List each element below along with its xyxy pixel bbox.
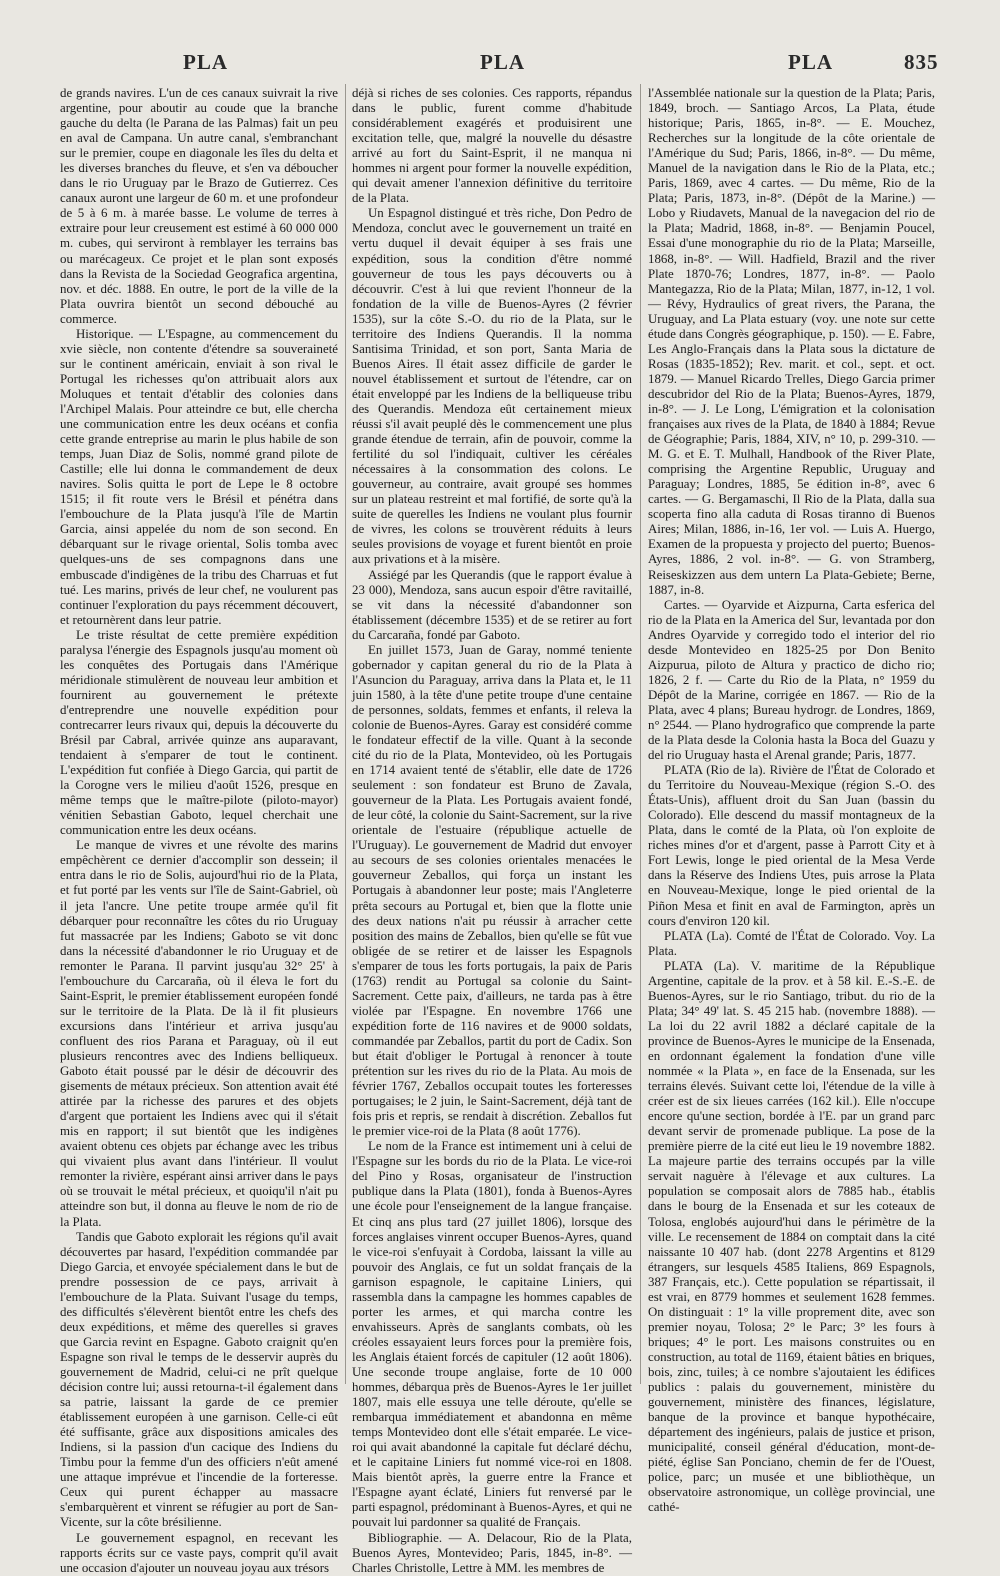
paragraph: Bibliographie. — A. Delacour, Rio de la Plata, Buenos Ayres, Montevideo; Paris, 1845, in-8°. — Charles Christolle, Lettre à MM. les membres de xyxy=(352,1530,632,1575)
running-head-center: PLA xyxy=(480,50,525,74)
paragraph: Assiégé par les Querandis (que le rapport évalue à 23 000), Mendoza, sans aucun espoir d'être ravitaillé, se vit dans la nécessité d'abandonner son établissement (décembre 1535) et de se retirer au fort du Carcaraña, fondé par Gaboto. xyxy=(352,567,632,642)
column-right xyxy=(648,86,935,1515)
paragraph: Le manque de vivres et une révolte des marins empêchèrent ce dernier d'accomplir son dessein; il entra dans le rio de Solis, aujourd'hui rio de la Plata, et fut porté par les vents sur l'île de Saint-Gabriel, où il jeta l'ancre. Une petite troupe armée qu'il fit débarquer pour reconnaître les côtes du rio Uruguay fut massacrée par les Indiens; Gaboto se vit donc dans la nécessité d'abandonner le rio Uruguay et de remonter le Parana. Il parvint jusqu'au 32° 25' à l'embouchure du Carcaraña, où il éleva le fort du Saint-Esprit, le premier établissement européen fondé sur le territoire de la Plata. De là il fit plusieurs excursions dans l'intérieur et arriva jusqu'au confluent des rios Parana et Paraguay, où il eut plusieurs rencontres avec des Indiens belliqueux. Gaboto était poussé par le désir de découvrir des gisements de métaux précieux. Son attention avait été attirée par la richesse des parures et des objets d'argent que portaient les Indiens avec qui il s'était mis en rapport; il sut bientôt que les indigènes avaient obtenu ces objets par échange avec les tribus qui vivaient plus avant dans l'intérieur. Il voulut remonter la rivière, espérant ainsi arriver dans le pays où se trouvait le métal précieux, et quoiqu'il n'ait pu atteindre son but, il donna au fleuve le nom de rio de la Plata. xyxy=(60,838,338,1229)
paragraph: de grands navires. L'un de ces canaux suivrait la rive argentine, pour aboutir au coude que la branche gauche du delta (le Parana de las Palmas) fait un peu en aval de Campana. Un autre canal, s'embranchant sur le premier, coupe en diagonale les îles du delta et les diverses branches du fleuve, et s'en va déboucher dans le rio Uruguay par le Brazo de Gutierrez. Ces canaux auront une largeur de 60 m. et une profondeur de 5 à 6 m. à marée basse. Le volume de terres à extraire pour leur creusement est estimé à 60 000 000 m. cubes, qui serviront à remblayer les terrains bas ou marécageux. Ce projet et le plan sont exposés dans la Revista de la Sociedad Geografica argentina, nov. et déc. 1888. En outre, le port de la ville de la Plata ouvrira bientôt un second débouché au commerce. xyxy=(60,86,338,326)
paragraph: l'Assemblée nationale sur la question de la Plata; Paris, 1849, broch. — Santiago Arcos, La Plata, étude historique; Paris, 1865, in-8°. — E. Mouchez, Recherches sur la longitude de la côte orientale de l'Amérique du Sud; Paris, 1866, in-8°. — Du même, Manuel de la navigation dans le Rio de la Plata, etc.; Paris, 1869, avec 4 cartes. — Du même, Rio de la Plata; Paris, 1873, in-8°. (Dépôt de la Marine.) — Lobo y Riudavets, Manual de la navegacion del rio de la Plata; Madrid, 1868, in-8°. — Benjamin Poucel, Essai d'une monographie du rio de la Plata; Marseille, 1868, in-8°. — Will. Hadfield, Brazil and the river Plate 1870-76; Londres, 1877, in-8°. — Paolo Mantegazza, Rio de la Plata; Milan, 1877, in-12, 1 vol. — Révy, Hydraulics of great rivers, the Parana, the Uruguay, and La Plata estuary (voy. une note sur cette étude dans Congrès géographique, p. 150). — E. Fabre, Les Anglo-Français dans la Plata sous la dictature de Rosas (1835-1852); Rev. marit. et col., sept. et oct. 1879. — Manuel Ricardo Trelles, Diego Garcia primer descubridor del Rio de la Plata; Buenos-Ayres, 1879, in-8°. — J. Le Long, L'émigration et la colonisation françaises aux rives de la Plata, de 1840 à 1884; Revue de Géographie; Paris, 1884, XIV, n° 10, p. 299-310. — M. G. et E. T. Mulhall, Handbook of the River Plate, comprising the Argentine Republic, Uruguay and Paraguay; Londres, 1885, 5e édition in-8°, avec 6 cartes. — G. Bergamaschi, Il Rio de la Plata, dalla sua scoperta fino alla caduta di Rosas tiranno di Buenos Aires; Milan, 1886, in-16, 1er vol. — Luis A. Huergo, Examen de la propuesta y projecto del puerto; Buenos-Ayres, 1886, 2 vol. in-8°. — G. von Stramberg, Reiseskizzen aus dem untern La Plata-Gebiete; Berne, 1887, in-8. xyxy=(648,86,935,597)
page-number: 835 xyxy=(904,50,939,74)
paragraph: Historique. — L'Espagne, au commencement du xvie siècle, non contente d'étendre sa souveraineté sur le continent américain, enviait à son rival le Portugal les richesses qu'on attribuait alors aux Moluques et tentait d'établir des colonies dans l'Archipel Malais. Pour atteindre ce but, elle chercha une communication entre les deux océans et confia cette grande entreprise au marin le plus habile de son temps, Juan Diaz de Solis, nommé grand pilote de Castille; elle lui donna le commandement de deux navires. Solis quitta le port de Lepe le 8 octobre 1515; il fit route vers le Brésil et pénétra dans l'embouchure de la Plata jusqu'à l'île de Martin Garcia, ainsi appelée du nom de son second. En débarquant sur le rivage oriental, Solis tomba avec quelques-uns de ses compagnons dans une embuscade d'indigènes de la tribu des Charruas et fut tué. Les marins, privés de leur chef, ne voulurent pas continuer l'exploration du pays récemment découvert, et retournèrent dans leur patrie. xyxy=(60,326,338,627)
column-divider xyxy=(640,84,641,1384)
running-head-left: PLA xyxy=(183,50,228,74)
paragraph: déjà si riches de ses colonies. Ces rapports, répandus dans le public, furent comme d'habitude considérablement exagérés et produisirent une excitation telle, que, malgré la nouvelle du désastre arrivé au fort du Saint-Esprit, il ne manqua ni hommes ni argent pour former la nouvelle expédition, qui devait amener l'annexion définitive du territoire de la Plata. xyxy=(352,86,632,206)
paragraph: PLATA (La). Comté de l'État de Colorado. Voy. La Plata. xyxy=(648,928,935,958)
paragraph: Un Espagnol distingué et très riche, Don Pedro de Mendoza, conclut avec le gouvernement un traité en vertu duquel il devait équiper à ses frais une expédition, sous la condition d'être nommé gouverneur de tous les pays découverts ou à découvrir. C'est à lui que revient l'honneur de la fondation de la ville de Buenos-Ayres (2 février 1535), sur la côte S.-O. du rio de la Plata, sur le territoire des Indiens Querandis. Il la nomma Santisima Trinidad, et son port, Santa Maria de Buenos Aires. Il était assez difficile de garder le nouvel établissement et surtout de l'étendre, car on était enveloppé par les Indiens de la belliqueuse tribu des Querandis. Mendoza eût certainement mieux réussi s'il avait peuplé dès le commencement une plus grande étendue de terrain, afin de pouvoir, comme la fertilité du sol l'indiquait, cultiver les céréales nécessaires à la consommation des colons. Le gouverneur, au contraire, avait groupé ses hommes sur un plateau restreint et mal fortifié, de sorte qu'à la suite de querelles les Indiens ne voulant plus fournir de vivres, les colons se trouvèrent réduits à leurs seules provisions de voyage et furent bientôt en proie aux privations et à la misère. xyxy=(352,206,632,567)
paragraph: Tandis que Gaboto explorait les régions qu'il avait découvertes par hasard, l'expédition commandée par Diego Garcia, et envoyée spécialement dans le but de prendre possession de ce pays, arrivait à l'embouchure de la Plata. Suivant l'usage du temps, des difficultés s'élevèrent bientôt entre les chefs des deux expéditions, et même des querelles si graves que Garcia revint en Espagne. Gaboto craignit qu'en Espagne son rival le temps de le desservir auprès du gouvernement de Madrid, celui-ci ne prît quelque décision contre lui; aussi retourna-t-il également dans sa patrie, laissant la garde de ce premier établissement européen à une garnison. Celle-ci eût été suffisante, grâce aux dispositions amicales des Indiens, si la passion d'un cacique des Indiens du Timbu pour la femme d'un des officiers n'eût amené une attaque imprévue et l'incendie de la forteresse. Ceux qui purent échapper au massacre s'embarquèrent et vinrent se réfugier au port de San-Vicente, sur la côte brésilienne. xyxy=(60,1229,338,1530)
paragraph: Le triste résultat de cette première expédition paralysa l'énergie des Espagnols jusqu'au moment où les conquêtes des Portugais dans l'Amérique méridionale stimulèrent de nouveau leur ambition et fournirent au gouvernement le prétexte d'entreprendre une nouvelle expédition pour contrecarrer leurs rivaux qui, depuis la découverte du Brésil par Cabral, arrivée quinze ans auparavant, tendaient à s'emparer de tout le continent. L'expédition fut confiée à Diego Garcia, qui partit de la Corogne vers le milieu d'août 1526, presque en même temps que le maître-pilote (piloto-mayor) vénitien Sebastian Gaboto, lequel cherchait une communication entre les deux océans. xyxy=(60,627,338,838)
paragraph: PLATA (La). V. maritime de la République Argentine, capitale de la prov. et à 58 kil. E.-S.-E. de Buenos-Ayres, sur le rio Santiago, tribut. du rio de la Plata; 34° 49' lat. S. 45 215 hab. (novembre 1888). — La loi du 22 avril 1882 a déclaré capitale de la province de Buenos-Ayres le municipe de la Ensenada, en ordonnant également la fondation d'une ville nommée « la Plata », en face de la Ensenada, sur les terrains élevés. Suivant cette loi, l'étendue de la ville à créer est de six lieues carrées (162 kil.). Elle n'occupe encore qu'une section, bordée à l'E. par un grand parc devant servir de promenade publique. La pose de la première pierre de la cité eut lieu le 19 novembre 1882. La majeure partie des terrains occupés par la ville servait naguère à l'élevage et aux cultures. La population se composait alors de 7885 hab., établis dans le bourg de la Ensenada et sur les coteaux de Tolosa, englobés aujourd'hui dans le périmètre de la ville. Le recensement de 1884 on comptait dans la cité naissante 10 407 hab. (dont 2278 Argentins et 8129 étrangers, sur lesquels 4585 Italiens, 869 Espagnols, 387 Français, etc.). Cette population se répartissait, il est vrai, en 8779 hommes et seulement 1628 femmes. On distinguait : 1° la ville proprement dite, avec son premier noyau, Tolosa; 2° le Parc; 3° les fours à briques; 4° le port. Les maisons construites ou en construction, au total de 1169, étaient bâties en briques, bois, zinc, tuiles; à ce nombre s'ajoutaient les édifices publics : palais du gouvernement, ministère du gouvernement, ministère des finances, législature, banque de la province et banque hypothécaire, département des ingénieurs, palais de justice et prison, municipalité, conseil général d'éducation, mont-de-piété, église San Ponciano, chemin de fer de l'Ouest, police, parc; un musée et une bibliothèque, un observatoire astronomique, un collège provincial, une cathé- xyxy=(648,958,935,1515)
paragraph: PLATA (Rio de la). Rivière de l'État de Colorado et du Territoire du Nouveau-Mexique (région S.-O. des États-Unis), affluent droit du San Juan (bassin du Colorado). Elle descend du massif montagneux de la Plata, dans le comté de la Plata, où l'on exploite de riches mines d'or et d'argent, passe à Parrott City et à Fort Lewis, longe le pied oriental de la Mesa Verde dans la Réserve des Indiens Utes, puis arrose la Plata en Nouveau-Mexique, longe le pied oriental de la Piñon Mesa et finit en aval de Farmington, après un cours d'environ 120 kil. xyxy=(648,763,935,928)
paragraph: Le nom de la France est intimement uni à celui de l'Espagne sur les bords du rio de la Plata. Le vice-roi del Pino y Rosas, organisateur de l'instruction publique dans la Plata (1801), fonda à Buenos-Ayres une école pour l'enseignement de la langue française. Et cinq ans plus tard (27 juillet 1806), lorsque des forces anglaises vinrent occuper Buenos-Ayres, quand le vice-roi s'enfuyait à Cordoba, laissant la ville au pouvoir des Anglais, ce fut un soldat français de la garnison espagnole, le capitaine Liniers, qui rassembla dans la campagne les hommes capables de porter les armes, et qui marcha contre les envahisseurs. Après de sanglants combats, où les créoles essayaient leurs forces pour la première fois, les Anglais étaient forcés de capituler (12 août 1806). Une seconde troupe anglaise, forte de 10 000 hommes, débarqua près de Buenos-Ayres le 1er juillet 1807, mais elle essuya une telle déroute, qu'elle se rembarqua immédiatement et abandonna en même temps Montevideo dont elle s'était emparée. Le vice-roi qui avait abandonné la capitale fut déclaré déchu, et le capitaine Liniers fut nommé vice-roi en 1808. Mais bientôt après, la guerre entre la France et l'Espagne ayant éclaté, Liniers fut renversé par le parti espagnol, prédominant à Buenos-Ayres, et qui ne pouvait lui pardonner sa qualité de Français. xyxy=(352,1139,632,1530)
running-head-right: PLA xyxy=(788,50,833,74)
paragraph: En juillet 1573, Juan de Garay, nommé teniente gobernador y capitan general du rio de la Plata à l'Asuncion du Paraguay, arriva dans la Plata et, le 11 juin 1580, à la tête d'une petite troupe d'une centaine de personnes, soldats, femmes et enfants, il releva la colonie de Buenos-Ayres. Garay est considéré comme le fondateur effectif de la ville. Quant à la seconde cité du rio de la Plata, Montevideo, où les Portugais en 1714 avaient tenté de s'établir, elle date de 1726 seulement : son fondateur est Bruno de Zavala, gouverneur de la Plata. Les Portugais avaient fondé, de leur côté, la colonie du Saint-Sacrement, sur la rive orientale de l'estuaire (république actuelle de l'Uruguay). Le gouvernement de Madrid dut envoyer au secours de ses colonies orientales menacées le gouverneur Zeballos, qui força un instant les Portugais à abandonner leur poste; mais l'Angleterre prêta secours au Portugal et, bien que la flotte unie des deux nations n'ait pu réussir à arracher cette position des mains de Zeballos, bien qu'elle se fût vue obligée de se retirer et de laisser les Espagnols s'emparer de tous les forts portugais, la paix de Paris (1763) rendit au Portugal sa colonie du Saint-Sacrement. Cette paix, d'ailleurs, ne tarda pas à être violée par l'Espagne. En novembre 1766 une expédition forte de 116 navires et de 9000 soldats, commandée par Zeballos, partit du port de Cadix. Son but était d'obliger le Portugal à renoncer à toute prétention sur les rives du rio de la Plata. Au mois de février 1767, Zeballos occupait toutes les forteresses portugaises; le 2 juin, le Saint-Sacrement, déjà tant de fois pris et repris, se rendait à discrétion. Zeballos fut le premier vice-roi de la Plata (8 août 1776). xyxy=(352,642,632,1139)
paragraph: Cartes. — Oyarvide et Aizpurna, Carta esferica del rio de la Plata en la America del Sur, levantada por don Andres Oyarvide y corregido todo el interior del rio desde Montevideo en 1825-25 por Don Benito Aizpurua, piloto de Altura y practico de dicho rio; 1826, 2 f. — Carte du Rio de la Plata, n° 1959 du Dépôt de la Marine, corrigée en 1867. — Rio de la Plata, avec 4 plans; Bureau hydrogr. de Londres, 1869, n° 2544. — Plano hydrografico que comprende la parte de la Plata desde la Colonia hasta la Boca del Guazu y del rio Uruguay hasta el Arenal grande; Paris, 1877. xyxy=(648,597,935,763)
column-divider xyxy=(345,84,346,1384)
paragraph: Le gouvernement espagnol, en recevant les rapports écrits sur ce vaste pays, comprit qu'il avait une occasion d'ajouter un nouveau joyau aux trésors xyxy=(60,1530,338,1575)
column-left xyxy=(60,86,338,1575)
column-center xyxy=(352,86,632,1575)
